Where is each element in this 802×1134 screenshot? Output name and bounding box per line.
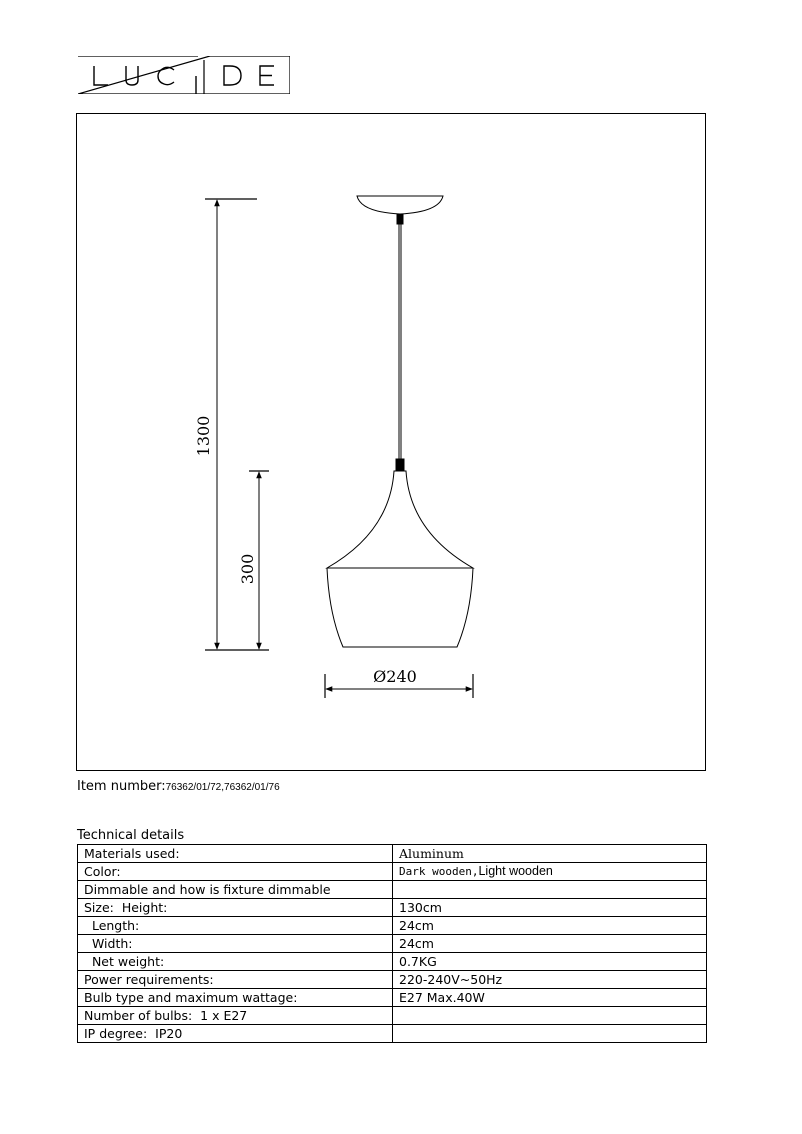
row-label: Power requirements: [78,971,393,989]
row-label: Number of bulbs: 1 x E27 [78,1007,393,1025]
table-row [78,899,707,917]
technical-details-table [77,844,707,1043]
row-label: IP degree: IP20 [78,1025,393,1043]
table-row [78,935,707,953]
item-number [77,779,280,794]
row-value [393,1025,707,1043]
row-label: Width: [78,935,393,953]
table-row [78,1007,707,1025]
row-value [393,863,707,881]
row-value: 24cm [393,917,707,935]
item-number-value: 76362/01/72,76362/01/76 [165,782,280,793]
row-label: Dimmable and how is fixture dimmable [78,881,393,899]
color-value-dark: Dark wooden, [399,865,479,878]
row-value: 130cm [393,899,707,917]
row-label: Size: Height: [78,899,393,917]
table-row [78,989,707,1007]
row-label: Bulb type and maximum wattage: [78,989,393,1007]
table-row [78,953,707,971]
table-row [78,863,707,881]
row-label: Materials used: [78,845,393,863]
item-number-label: Item number: [77,779,166,794]
row-value: Aluminum [393,845,707,863]
table-row [78,917,707,935]
row-value [393,1007,707,1025]
diameter-dimension-label: Ø240 [373,667,417,686]
row-value: 24cm [393,935,707,953]
row-label: Length: [78,917,393,935]
table-row [78,845,707,863]
row-value: 220-240V~50Hz [393,971,707,989]
table-row [78,971,707,989]
height-dimension-label: 1300 [194,415,213,457]
technical-drawing [76,113,706,771]
color-value-light: Light wooden [478,864,553,878]
row-value: E27 Max.40W [393,989,707,1007]
pendant-lamp-outline [327,196,473,647]
table-row [78,1025,707,1043]
row-label: Net weight: [78,953,393,971]
row-value: 0.7KG [393,953,707,971]
technical-details-title: Technical details [77,828,185,843]
row-label: Color: [78,863,393,881]
brand-logo [78,56,290,94]
table-row [78,881,707,899]
shade-height-dimension-label: 300 [238,553,257,585]
row-value [393,881,707,899]
